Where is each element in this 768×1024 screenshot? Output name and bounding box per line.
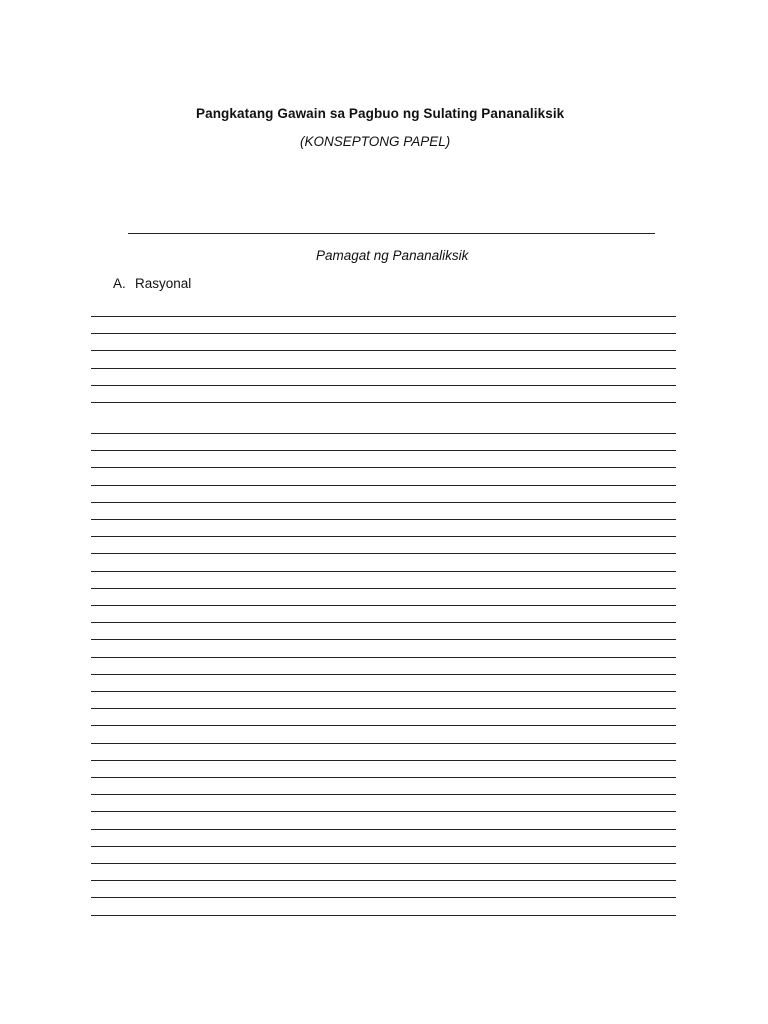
answer-line xyxy=(91,467,676,468)
answer-line xyxy=(91,691,676,692)
answer-line xyxy=(91,333,676,334)
answer-line xyxy=(91,829,676,830)
answer-line xyxy=(91,657,676,658)
answer-line xyxy=(91,743,676,744)
answer-line xyxy=(91,880,676,881)
answer-line xyxy=(91,385,676,386)
section-label: Rasyonal xyxy=(135,276,192,291)
answer-line xyxy=(91,794,676,795)
answer-line xyxy=(91,519,676,520)
answer-line xyxy=(91,350,676,351)
answer-line xyxy=(91,674,676,675)
answer-line xyxy=(91,846,676,847)
answer-line xyxy=(91,316,676,317)
answer-line xyxy=(91,485,676,486)
answer-line xyxy=(91,915,676,916)
answer-line xyxy=(91,536,676,537)
answer-line xyxy=(91,368,676,369)
document-title: Pangkatang Gawain sa Pagbuo ng Sulating Pananaliksik xyxy=(196,106,565,121)
answer-line xyxy=(91,811,676,812)
answer-line xyxy=(91,433,676,434)
answer-line xyxy=(91,605,676,606)
answer-line xyxy=(91,450,676,451)
answer-line xyxy=(91,760,676,761)
answer-line xyxy=(91,588,676,589)
answer-line xyxy=(91,402,676,403)
answer-line xyxy=(91,708,676,709)
answer-line xyxy=(91,553,676,554)
answer-line xyxy=(91,777,676,778)
document-subtitle: (KONSEPTONG PAPEL) xyxy=(300,134,451,149)
answer-line xyxy=(91,639,676,640)
answer-line xyxy=(91,502,676,503)
answer-line xyxy=(91,897,676,898)
section-letter: A. xyxy=(113,276,126,291)
research-title-caption: Pamagat ng Pananaliksik xyxy=(316,248,469,263)
answer-line xyxy=(91,725,676,726)
answer-line xyxy=(91,571,676,572)
answer-line xyxy=(91,863,676,864)
answer-line xyxy=(91,622,676,623)
